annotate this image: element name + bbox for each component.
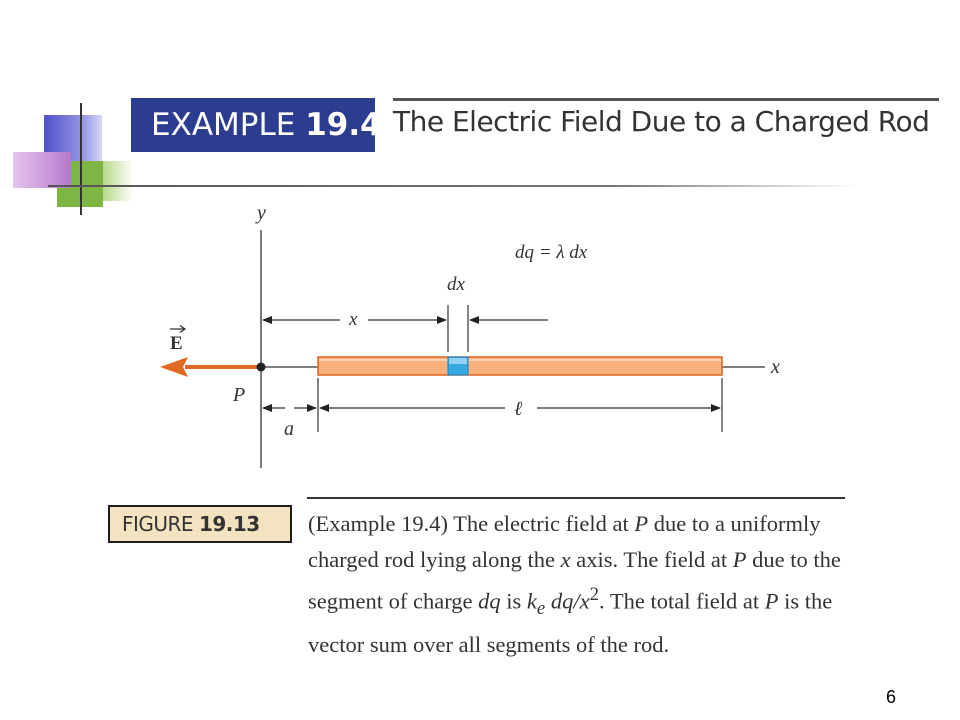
- x-distance-label: x: [349, 309, 358, 330]
- caption-text: . The total field at: [599, 588, 765, 614]
- figure-badge: [108, 505, 292, 543]
- figure-caption: [308, 506, 853, 662]
- point-p-dot: [257, 363, 266, 372]
- caption-var-p: P: [732, 546, 747, 572]
- caption-rule: [307, 497, 845, 499]
- caption-expression: dq/x: [545, 588, 590, 614]
- caption-var-x: x: [560, 546, 571, 572]
- a-label: a: [284, 418, 294, 440]
- field-vector-arrow: [170, 326, 185, 333]
- dx-label: dx: [447, 274, 465, 295]
- caption-var-k: k: [526, 588, 537, 614]
- caption-text: due to the segment of charge: [308, 546, 841, 614]
- caption-exponent: 2: [589, 584, 599, 606]
- caption-var-dq: dq: [478, 588, 501, 614]
- caption-text: is: [500, 588, 527, 614]
- caption-text: (Example 19.4) The electric field at: [308, 511, 635, 536]
- example-title: The Electric Field Due to a Charged Rod: [393, 105, 930, 138]
- field-arrow-head: [160, 357, 188, 377]
- dq-equation: dq = λ dx: [515, 242, 588, 263]
- field-label: E: [170, 333, 183, 354]
- caption-var-p: P: [634, 511, 649, 536]
- page-number: 6: [886, 687, 897, 707]
- caption-text: axis. The field at: [570, 546, 733, 572]
- caption-text: due to a uniformly charged rod lying along the: [308, 511, 821, 572]
- x-axis-label: x: [771, 356, 780, 378]
- length-label: ℓ: [514, 398, 523, 420]
- rod-segment-highlight: [449, 358, 467, 364]
- example-number: 19.4: [305, 107, 382, 143]
- figure-prefix: FIGURE: [122, 512, 194, 536]
- point-p-label: P: [233, 384, 246, 406]
- y-axis-label: y: [257, 202, 266, 224]
- example-prefix: EXAMPLE: [151, 107, 296, 143]
- caption-sub-e: e: [536, 598, 546, 620]
- figure-number: 19.13: [198, 512, 260, 536]
- caption-var-p: P: [764, 588, 779, 614]
- caption-text: is the vector sum over all segments of the rod.: [308, 588, 833, 657]
